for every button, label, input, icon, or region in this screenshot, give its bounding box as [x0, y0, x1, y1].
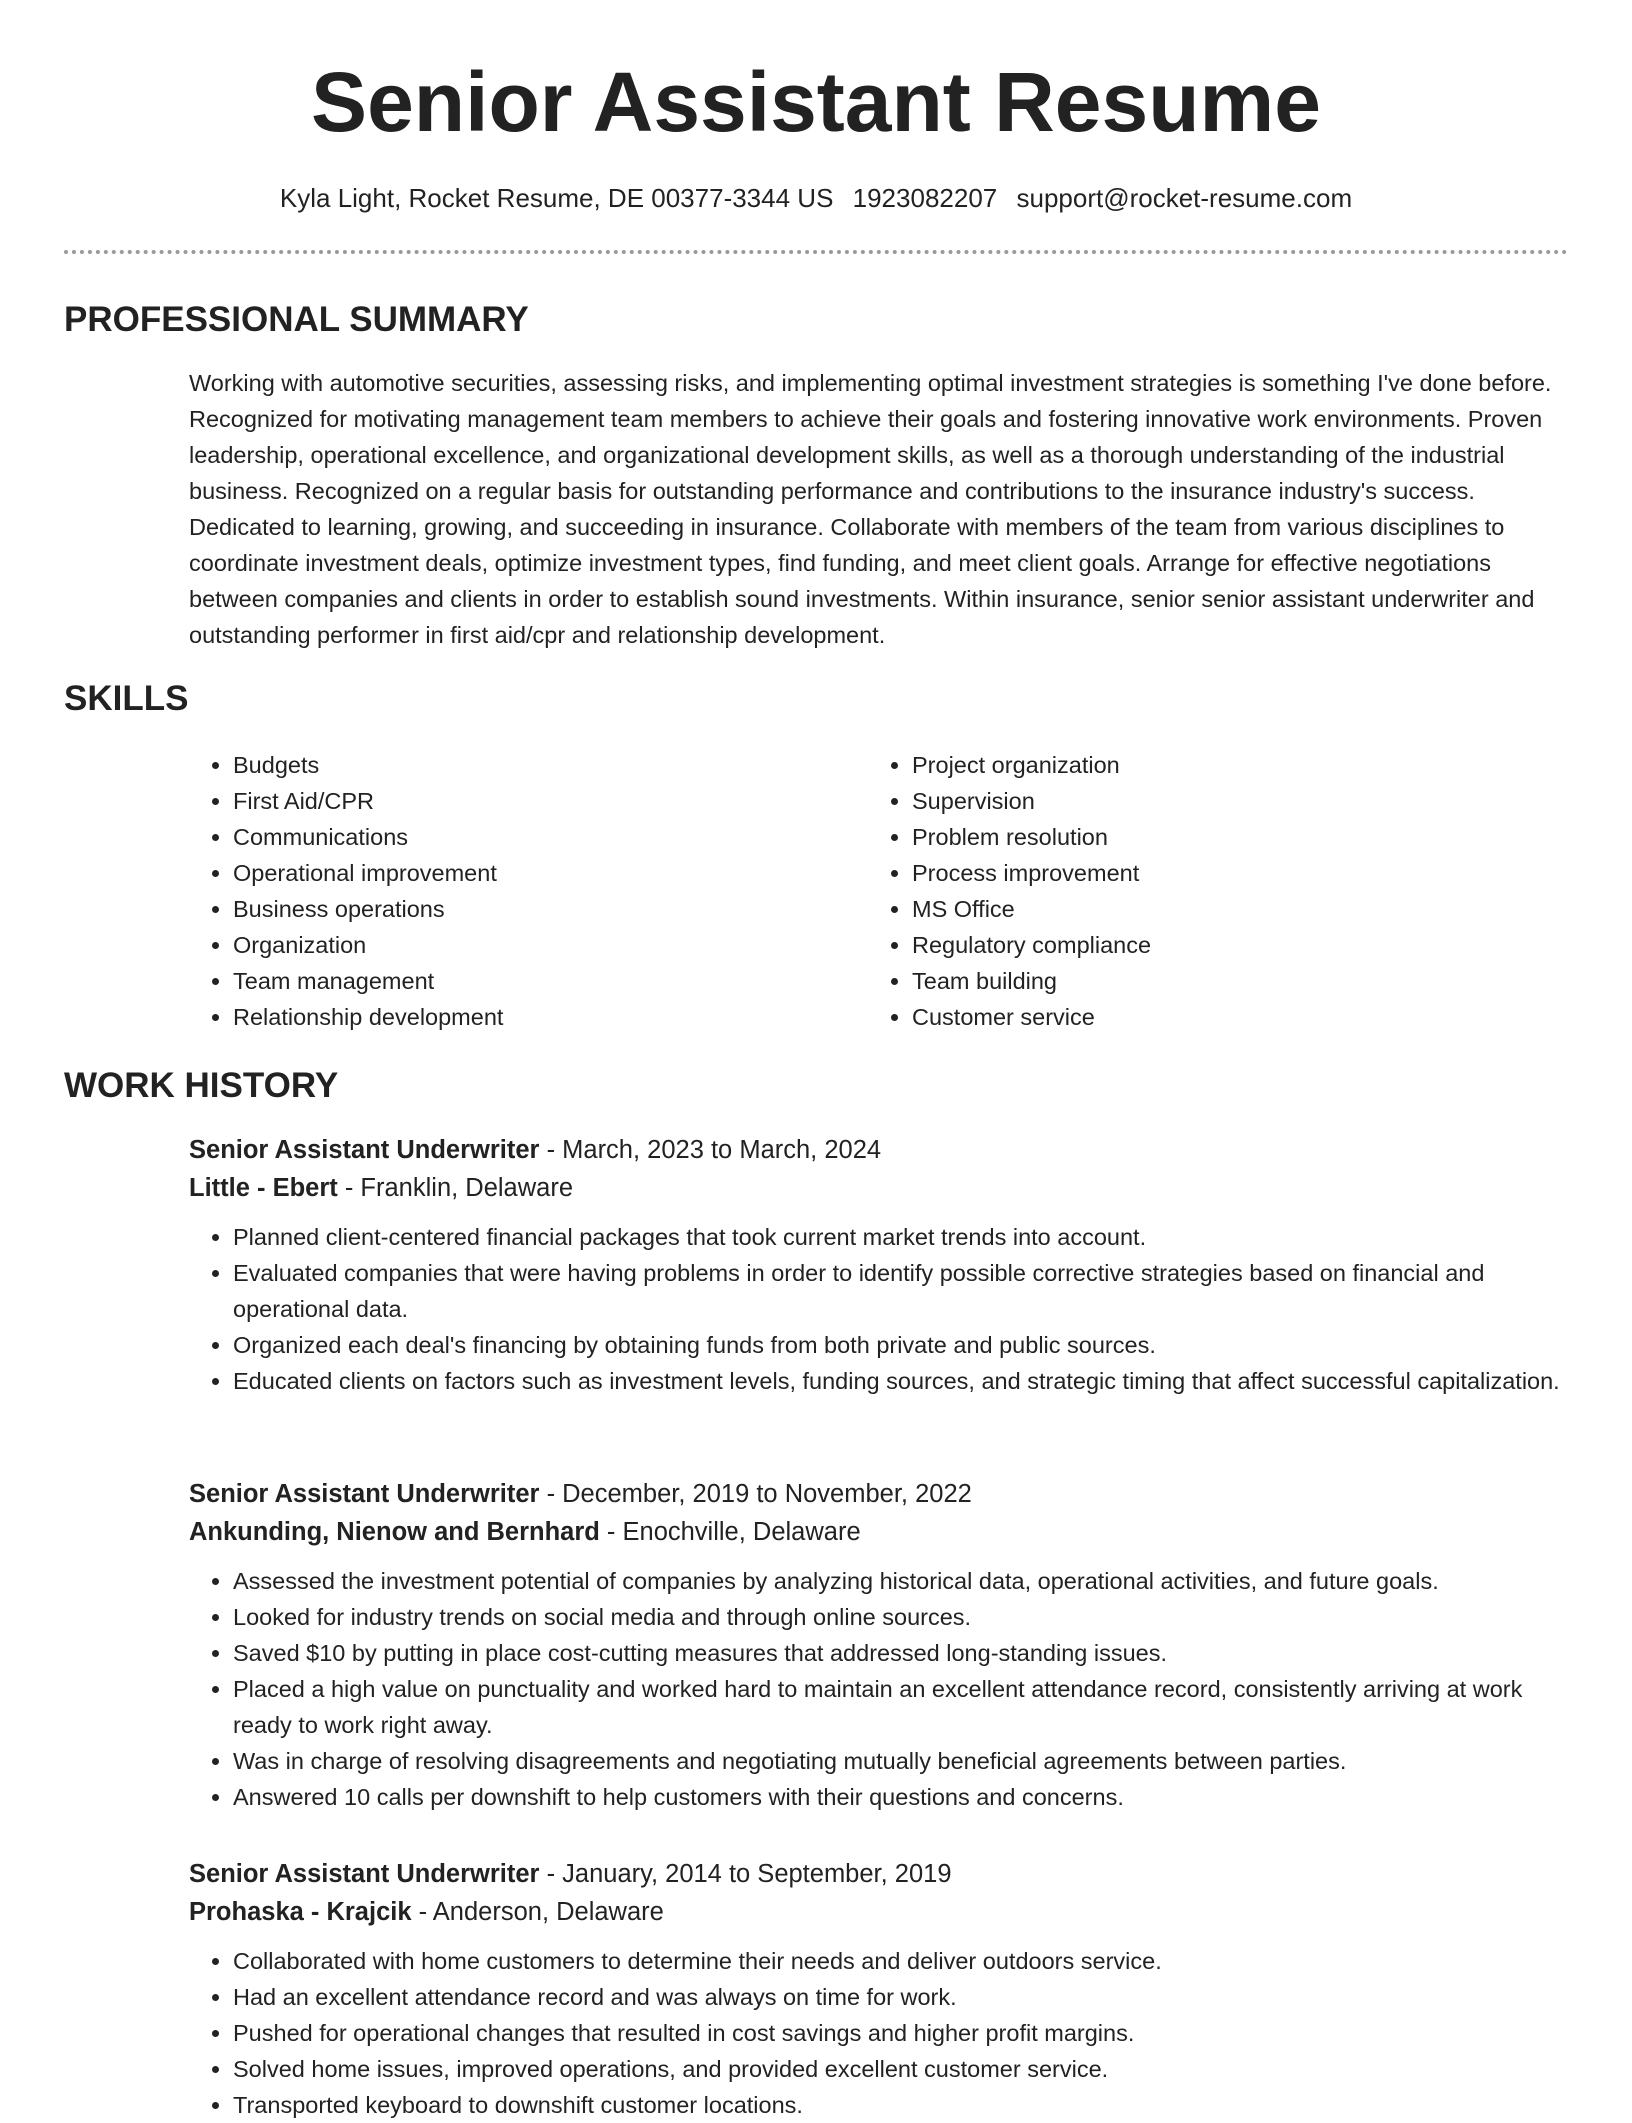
- job-bullet: • Assessed the investment potential of companies by analyzing historical data, operational activities, and future goals.: [233, 1563, 1569, 1599]
- contact-address: Kyla Light, Rocket Resume, DE 00377-3344 US: [279, 183, 834, 213]
- job-entry: [189, 1475, 1569, 1815]
- job-company: Little - Ebert: [189, 1174, 338, 1202]
- skill-item: • Customer service: [912, 999, 1592, 1035]
- header-divider: [64, 250, 1568, 254]
- contact-phone: 1923082207: [852, 183, 998, 213]
- job-bullet: • Saved $10 by putting in place cost-cutting measures that addressed long-standing issues.: [233, 1635, 1569, 1671]
- job-title-line: [189, 1131, 1569, 1169]
- job-title-line: [189, 1475, 1569, 1513]
- skill-item: • First Aid/CPR: [233, 783, 853, 819]
- skill-item: • Problem resolution: [912, 819, 1592, 855]
- skill-item: • Project organization: [912, 747, 1592, 783]
- job-bullet: • Collaborated with home customers to determine their needs and deliver outdoors service.: [233, 1943, 1569, 1979]
- job-company-line: [189, 1893, 1569, 1931]
- job-bullet: • Pushed for operational changes that resulted in cost savings and higher profit margins.: [233, 2015, 1569, 2051]
- skills-list-left: [189, 747, 853, 1035]
- job-title: Senior Assistant Underwriter: [189, 1480, 540, 1508]
- job-bullet: • Educated clients on factors such as investment levels, funding sources, and strategic timing that affect successful capitalization.: [233, 1363, 1569, 1399]
- skill-item: • Team building: [912, 963, 1592, 999]
- job-dates: - January, 2014 to September, 2019: [539, 1860, 952, 1888]
- job-bullet: • Planned client-centered financial packages that took current market trends into account.: [233, 1219, 1569, 1255]
- skill-item: • Organization: [233, 927, 853, 963]
- skill-item: • Process improvement: [912, 855, 1592, 891]
- skill-item: • Regulatory compliance: [912, 927, 1592, 963]
- section-title-summary: PROFESSIONAL SUMMARY: [64, 300, 529, 339]
- contact-line: [0, 178, 1632, 218]
- job-entry: [189, 1131, 1569, 1399]
- job-title: Senior Assistant Underwriter: [189, 1136, 540, 1164]
- job-bullets: [189, 1943, 1569, 2123]
- section-title-skills: SKILLS: [64, 679, 189, 718]
- job-company-line: [189, 1513, 1569, 1551]
- job-bullet: • Solved home issues, improved operations, and provided excellent customer service.: [233, 2051, 1569, 2087]
- job-bullet: • Looked for industry trends on social media and through online sources.: [233, 1599, 1569, 1635]
- skill-item: • Supervision: [912, 783, 1592, 819]
- job-location: - Anderson, Delaware: [411, 1898, 664, 1926]
- job-company: Prohaska - Krajcik: [189, 1898, 412, 1926]
- job-bullet: • Was in charge of resolving disagreements and negotiating mutually beneficial agreements between parties.: [233, 1743, 1569, 1779]
- job-bullet: • Transported keyboard to downshift customer locations.: [233, 2087, 1569, 2123]
- skill-item: • Relationship development: [233, 999, 853, 1035]
- job-bullet: • Placed a high value on punctuality and worked hard to maintain an excellent attendance record, consistently arriving at work ready to work right away.: [233, 1671, 1569, 1743]
- job-location: - Enochville, Delaware: [599, 1518, 861, 1546]
- resume-title: Senior Assistant Resume: [311, 55, 1321, 149]
- job-bullets: [189, 1219, 1569, 1399]
- job-bullets: [189, 1563, 1569, 1815]
- job-company-line: [189, 1169, 1569, 1207]
- summary-text: Working with automotive securities, assessing risks, and implementing optimal investment strategies is something I've done before. Recognized for motivating management team members to achieve their goals and fostering innovative work environments. Proven leadership, operational excellence, and organizational development skills, as well as a thorough understanding of the industrial business. Recognized on a regular basis for outstanding performance and contributions to the insurance industry's success. Dedicated to learning, growing, and succeeding in insurance. Collaborate with members of the team from various disciplines to coordinate investment deals, optimize investment types, find funding, and meet client goals. Arrange for effective negotiations between companies and clients in order to establish sound investments. Within insurance, senior senior assistant underwriter and outstanding performer in first aid/cpr and relationship development.: [189, 370, 1552, 648]
- job-bullet: • Had an excellent attendance record and was always on time for work.: [233, 1979, 1569, 2015]
- job-dates: - March, 2023 to March, 2024: [539, 1136, 882, 1164]
- job-entry: [189, 1855, 1569, 2123]
- skill-item: • Budgets: [233, 747, 853, 783]
- job-title: Senior Assistant Underwriter: [189, 1860, 540, 1888]
- section-title-work: WORK HISTORY: [64, 1066, 339, 1105]
- job-company: Ankunding, Nienow and Bernhard: [189, 1518, 600, 1546]
- skill-item: • Communications: [233, 819, 853, 855]
- job-bullet: • Answered 10 calls per downshift to help customers with their questions and concerns.: [233, 1779, 1569, 1815]
- job-bullet: • Organized each deal's financing by obtaining funds from both private and public sources.: [233, 1327, 1569, 1363]
- skills-list-right: [868, 747, 1592, 1035]
- job-bullet: • Evaluated companies that were having problems in order to identify possible corrective strategies based on financial and operational data.: [233, 1255, 1569, 1327]
- job-dates: - December, 2019 to November, 2022: [539, 1480, 972, 1508]
- skill-item: • MS Office: [912, 891, 1592, 927]
- contact-email: support@rocket-resume.com: [1016, 183, 1353, 213]
- skill-item: • Business operations: [233, 891, 853, 927]
- skill-item: • Team management: [233, 963, 853, 999]
- job-title-line: [189, 1855, 1569, 1893]
- job-location: - Franklin, Delaware: [337, 1174, 574, 1202]
- skill-item: • Operational improvement: [233, 855, 853, 891]
